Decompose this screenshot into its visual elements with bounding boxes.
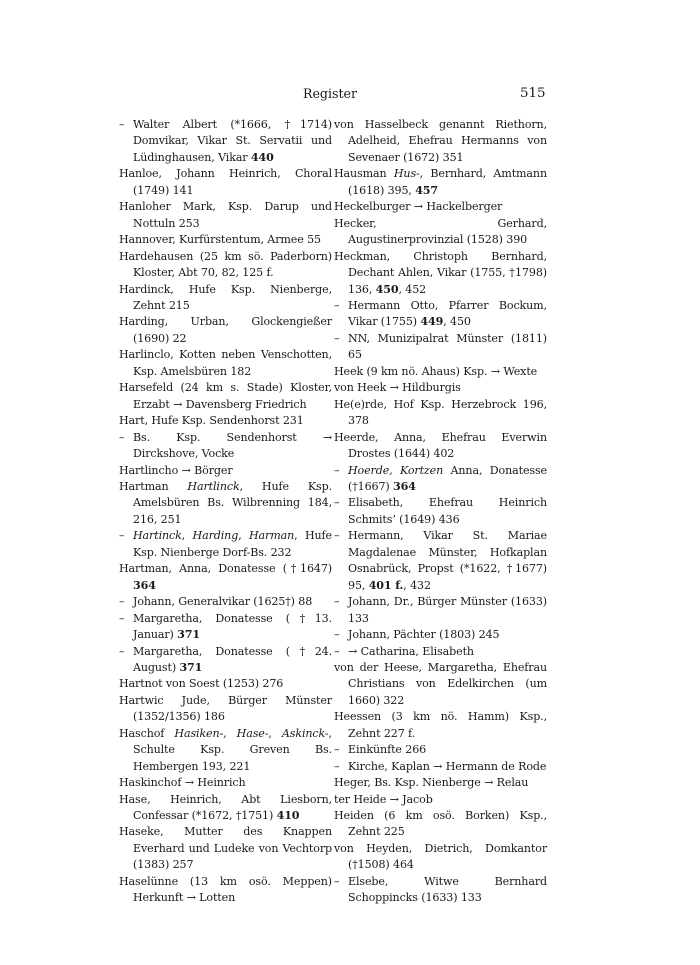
entry-text: Walter Albert (*1666, †1714) Domvikar, Vikar St. Servatii und Lüdinghausen, Vikar [133,118,332,164]
entry-text: Elsebe, Witwe Bernhard Schoppincks (1633) 133 [348,874,547,905]
entry-text: Harlinclo, Kotten neben Venschotten, Ksp. Amelsbüren 182 [119,348,332,378]
subentry-dash: – [334,529,340,543]
entry-text: , Hufe Ksp. Amelsbüren Bs. Wilbrenning 184, 216, 251 [133,479,332,526]
entry-text: Heerde, Anna, Ehefrau Everwin Drostes (1644) 402 [334,430,547,461]
entry-text: Einkünfte 266 [348,743,427,757]
index-entry [334,364,547,380]
entry-text: Hermann Otto, Pfarrer Bockum, Vikar (1755) [348,298,547,329]
index-entry [334,199,547,215]
index-entry [119,199,332,232]
page-reference-main: 449 [420,315,444,329]
index-entry [119,166,332,199]
page-reference-main: 440 [250,150,274,164]
index-subentry [334,759,547,775]
index-entry [334,841,547,874]
index-subentry [334,298,547,331]
index-subentry [119,528,332,561]
entry-text: von Heek → Hildburgis [334,381,461,395]
subentry-dash: – [119,118,125,131]
entry-text: Kirche, Kaplan → Hermann de Rode [348,759,547,773]
page-reference-main: 410 [276,809,300,823]
entry-text: Margaretha, Donatesse (†13. Januar) [133,611,332,642]
entry-text: Hartnot von Soest (1253) 276 [119,677,284,691]
index-entry [119,693,332,726]
index-subentry [334,331,547,364]
subentry-dash: – [334,644,340,658]
entry-text: Haskinchof → Heinrich [119,776,246,790]
index-entry [334,166,547,199]
page-reference-main: 371 [179,660,203,674]
entry-text: Haseke, Mutter des Knappen Everhard und Ludeke von Vechtorp (1383) 257 [119,825,332,872]
index-subentry [334,594,547,627]
name-variant: Harding [192,529,239,543]
page-reference-main: 457 [415,183,439,197]
subentry-dash: – [334,496,340,510]
index-subentry [119,611,332,644]
entry-text: Heckman, Christoph Bernhard, Dechant Ahlen, Vikar (1755, †1798) 136, [334,249,547,296]
page-reference-main: 450 [375,282,399,296]
entry-text: Harding, Urban, Glockengießer (1690) 22 [119,315,332,345]
index-subentry [334,463,547,496]
subentry-dash: – [334,331,340,345]
entry-text: von Heyden, Dietrich, Domkantor (†1508) 464 [334,841,547,872]
page-number: 515 [520,86,546,101]
index-entry [119,874,332,907]
page-reference-main: 371 [177,628,200,642]
entry-text: Heek (9 km nö. Ahaus) Ksp. → Wexte [334,364,538,378]
entry-text: Elisabeth, Ehefrau Heinrich Schmits’ (1649) 436 [348,496,547,526]
index-subentry [334,528,547,594]
index-entry [119,232,332,248]
name-variant: Harman [249,529,295,543]
entry-text: Hannover, Kurfürstentum, Armee 55 [119,233,321,247]
index-entry [119,479,332,528]
index-entry [119,347,332,380]
index-subentry [119,430,332,463]
entry-text: Hardinck, Hufe Ksp. Nienberge, Zehnt 215 [119,282,332,312]
entry-text: NN, Munizipalrat Münster (1811) 65 [348,331,547,362]
entry-text: He(e)rde, Hof Ksp. Herzebrock 196, 378 [334,397,547,428]
entry-text: von der Heese, Margaretha, Ehefrau Christians von Edelkirchen (um 1660) 322 [334,660,547,707]
entry-text: , 452 [398,282,427,296]
index-entry [119,314,332,347]
index-subentry [334,644,547,660]
index-entry [334,660,547,709]
entry-text: Hart, Hufe Ksp. Sendenhorst 231 [119,414,304,428]
index-entry [334,117,547,166]
entry-text: Harsefeld (24 km s. Stade) Kloster, Erzabt → Davensberg Friedrich [119,381,332,411]
index-entry [334,397,547,430]
page-reference-main: 364 [133,578,156,592]
entry-text: Hase, Heinrich, Abt Liesborn, Confessar (*1672, †1751) [119,792,332,823]
entry-text: Bs. Ksp. Sendenhorst → Dirckshove, Vocke [133,430,332,461]
index-entry [119,726,332,775]
entry-text: Hartman [119,479,188,493]
index-subentry [334,495,547,528]
entry-text: , [238,529,249,543]
subentry-dash: – [119,430,125,444]
subentry-dash: – [334,463,340,477]
entry-text: von Hasselbeck genannt Riethorn, Adelheid, Ehefrau Hermanns von Sevenaer (1672) 351 [334,118,547,164]
subentry-dash: – [119,595,125,609]
entry-text: Heger, Bs. Ksp. Nienberge → Relau [334,776,529,790]
index-entry [119,824,332,873]
entry-text: , Bernhard, Amtmann (1618) 395, [348,167,547,197]
name-variant: Hase- [236,726,269,740]
subentry-dash: – [334,743,340,757]
entry-text: → Catharina, Elisabeth [348,644,474,658]
entry-text: Hanloe, Johann Heinrich, Choral (1749) 141 [119,167,332,197]
name-variant: Hartinck [133,529,182,543]
subentry-dash: – [334,628,340,642]
entry-text: Heiden (6 km osö. Borken) Ksp., Zehnt 225 [334,809,547,839]
entry-text: , [181,529,193,543]
page-reference-main: 364 [393,479,416,493]
name-variant: Hasiken- [174,726,224,740]
index-column-right [334,117,547,907]
index-entry [119,775,332,791]
index-entry [334,775,547,791]
subentry-dash: – [334,874,340,888]
entry-text: Johann, Pächter (1803) 245 [348,628,500,642]
entry-text: , Hufe Ksp. Nienberge Dorf-Bs. 232 [133,529,332,559]
entry-text: Johann, Dr., Bürger Münster (1633) 133 [348,595,547,625]
index-subentry [334,627,547,643]
subentry-dash: – [334,759,340,773]
entry-text: , 432 [403,578,431,592]
entry-text: Hardehausen (25 km sö. Paderborn) Kloster, Abt 70, 82, 125 f. [119,249,332,280]
index-entry [119,380,332,413]
index-subentry [334,874,547,907]
index-entry [334,380,547,396]
entry-text: Haselünne (13 km osö. Meppen) Herkunft → Lotten [119,874,332,905]
index-entry [119,676,332,692]
entry-text: Johann, Generalvikar (1625†) 88 [133,595,313,609]
index-column-left [119,117,332,907]
entry-text: Hartman, Anna, Donatesse (†1647) [119,562,332,576]
index-subentry [119,117,332,166]
entry-text: Hermann, Vikar St. Mariae Magdalenae Münster, Hofkaplan Osnabrück, Propst (*1622, †1677) 95, [348,529,547,592]
index-entry [334,249,547,298]
subentry-dash: – [119,644,125,658]
entry-text: Anna, Donatesse (†1667) [348,463,547,493]
subentry-dash: – [334,298,340,312]
entry-text: , 450 [443,315,471,329]
entry-text: , [223,726,237,740]
running-title: Register [303,86,358,101]
entry-text: Margaretha, Donatesse (†24. August) [133,644,332,674]
index-entry [119,249,332,282]
index-entry [334,808,547,841]
index-subentry [334,742,547,758]
index-subentry [119,644,332,677]
index-entry [119,463,332,479]
entry-text: ter Heide → Jacob [334,792,433,806]
entry-text: Hecker, Gerhard, Augustinerprovinzial (1528) 390 [334,216,547,247]
index-entry [119,561,332,594]
entry-text: Hartwic Jude, Bürger Münster (1352/1356) 186 [119,693,332,724]
name-variant: Hoerde, Kortzen [348,463,444,477]
index-entry [334,216,547,249]
entry-text: Haschof [119,726,175,740]
name-variant: Hus- [393,167,420,181]
subentry-dash: – [119,611,125,625]
entry-text: , [268,726,282,740]
index-entry [334,709,547,742]
name-variant: Hartlinck [187,479,240,493]
name-variant: Askinck- [281,726,329,740]
subentry-dash: – [119,529,125,543]
entry-text: Hanloher Mark, Ksp. Darup und Nottuln 253 [119,200,332,230]
entry-text: Heessen (3 km nö. Hamm) Ksp., Zehnt 227 f. [334,710,547,740]
page-reference-main: 401 f. [368,578,404,592]
entry-text: Heckelburger → Hackelberger [334,200,503,214]
index-entry [119,792,332,825]
index-entry [119,413,332,429]
index-entry [334,792,547,808]
subentry-dash: – [334,595,340,609]
index-entry [119,282,332,315]
index-entry [334,430,547,463]
entry-text: Hartlincho → Börger [119,463,233,477]
index-subentry [119,594,332,610]
entry-text: Hausman [334,167,394,181]
entry-text: , Schulte Ksp. Greven Bs. Hembergen 193, 221 [133,726,332,773]
